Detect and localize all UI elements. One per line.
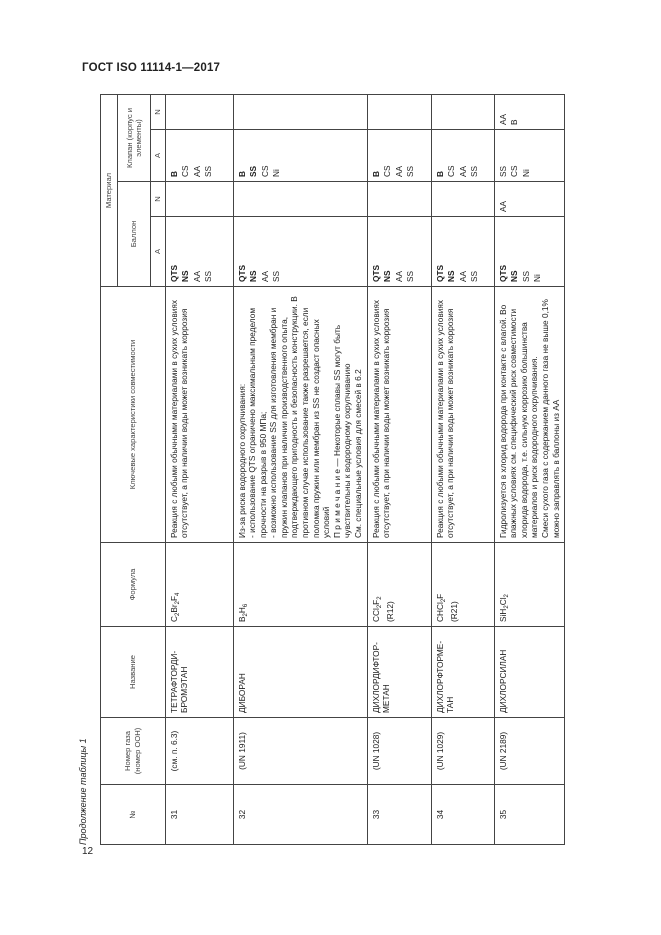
formula-element: F (168, 595, 179, 602)
cell-name: ДИХЛОРСИЛАН (494, 627, 565, 718)
cell-formula (494, 543, 565, 627)
cell-no: 35 (494, 785, 565, 845)
formula-subscript: 2 (440, 598, 447, 603)
cell-valve-n (494, 94, 565, 129)
formula-text (169, 593, 179, 622)
cell-formula (165, 543, 233, 627)
formula-text (498, 594, 508, 622)
material-code: AA (393, 270, 404, 282)
formula-element: CCl (370, 608, 381, 622)
note-paragraph: Реакция с любыми обычными материалами в сухих условиях отсутствует, а при наличии воды может возникать коррозия (434, 299, 456, 538)
material-code: AA (259, 270, 270, 282)
formula-element: F (434, 593, 445, 599)
material-code: Ni (271, 169, 282, 177)
formula-subscript: 2 (503, 605, 510, 609)
formula-refrigerant-code: (R12) (385, 601, 396, 622)
material-code: AA (457, 165, 468, 177)
material-code: SS (203, 165, 214, 177)
cell-un: (см. п. 6.3) (165, 718, 233, 785)
col-header-valve-n: N (151, 94, 166, 129)
cell-notes (233, 287, 367, 543)
col-header-no: № (101, 785, 166, 845)
cell-un: (UN 1029) (431, 718, 494, 785)
cell-cyl-a (431, 217, 494, 287)
table-row (233, 94, 367, 844)
cell-name: ДИХЛОРФТОРМЕ-ТАН (431, 627, 494, 718)
col-header-key: Ключевые характеристики совместимости (101, 287, 166, 543)
cell-valve-n (233, 94, 367, 129)
cell-notes (431, 287, 494, 543)
material-code: SS (248, 165, 259, 177)
cell-valve-a (233, 130, 367, 182)
formula-element: Br (168, 604, 179, 613)
col-header-name: Название (101, 627, 166, 718)
cell-cyl-a (165, 217, 233, 287)
cell-cyl-n (165, 182, 233, 217)
cell-valve-n (367, 94, 431, 129)
cell-valve-a (165, 130, 233, 182)
material-code: CS (259, 165, 270, 177)
formula-element: C (168, 616, 179, 622)
material-code: AA (393, 165, 404, 177)
material-code: AA (191, 270, 202, 282)
col-header-un: Номер газа (номер ООН) (101, 718, 166, 785)
formula-element: Cl (497, 597, 508, 606)
col-header-material: Материал (101, 94, 118, 286)
cell-no: 31 (165, 785, 233, 845)
material-code: B (370, 171, 381, 177)
cell-formula (431, 543, 494, 627)
material-code: SS (497, 165, 508, 177)
cell-notes (367, 287, 431, 543)
material-code: QTS (497, 264, 508, 282)
formula-subscript: 2 (242, 613, 249, 617)
formula-subscript: 2 (174, 612, 181, 616)
cell-cyl-n (233, 182, 367, 217)
cell-valve-a (431, 130, 494, 182)
material-code: CS (382, 165, 393, 177)
note-paragraph: - возможно использование SS для изготовления мембран и пружин клапанов при наличии производственного опыта, подтверждающего пригодность и безопасность конструкции. В противном случае использование также разрешается, если поломка пружин или мембран из SS не создаст опасных условий (268, 296, 332, 538)
material-code: SS (405, 270, 416, 282)
material-code: SS (203, 270, 214, 282)
formula-subscript: 2 (376, 596, 383, 600)
cell-un: (UN 1911) (233, 718, 367, 785)
cell-no: 34 (431, 785, 494, 845)
note-paragraph: Реакция с любыми обычными материалами в сухих условиях отсутствует, а при наличии воды может возникать коррозия (168, 299, 190, 538)
material-code: Ni (532, 274, 543, 282)
col-header-cyl-a: А (151, 217, 166, 287)
material-code: QTS (168, 264, 179, 282)
page-number: 12 (82, 846, 94, 857)
material-code: NS (446, 270, 457, 282)
note-paragraph: Из-за риска водородного охрупчивания: (236, 383, 247, 538)
formula-element: F (370, 599, 381, 605)
note-paragraph: П р и м е ч а н и е — Некоторые сплавы SS могут быть чувствительны к водородному охрупчиванию (331, 324, 353, 538)
cell-name: ДИХЛОРДИФТОР-МЕТАН (367, 627, 431, 718)
cell-un: (UN 2189) (494, 718, 565, 785)
material-code: SS (469, 165, 480, 177)
material-code: B (168, 171, 179, 177)
rotated-table-area (78, 95, 561, 845)
note-paragraph: Гидролизуется в хлорид водорода при контакте с влагой. Во влажных условиях см. специфический риск совместимости хлорида водорода, т.е. сильную коррозию большинства материалов и риск водородного охрупчивания. (497, 304, 540, 538)
material-code: SS (520, 270, 531, 282)
material-code: NS (180, 270, 191, 282)
formula-element: B (236, 616, 247, 622)
cell-cyl-n (431, 182, 494, 217)
cell-formula (233, 543, 367, 627)
col-header-cylinder: Баллон (118, 182, 151, 287)
col-header-cyl-n: N (151, 182, 166, 217)
formula-element: SiH (497, 608, 508, 622)
cell-name: ДИБОРАН (233, 627, 367, 718)
note-paragraph: Реакция с любыми обычными материалами в сухих условиях отсутствует, а при наличии воды может возникать коррозия (370, 299, 392, 538)
formula-subscript: 2 (503, 594, 510, 598)
formula-text (371, 596, 381, 622)
note-paragraph: Смеси сухого газа с содержанием данного газа не выше 0,1% можно заправлять в баллоны из АА (540, 299, 561, 538)
cell-cyl-a (494, 217, 565, 287)
cell-no: 33 (367, 785, 431, 845)
formula-subscript: 4 (174, 592, 181, 596)
cell-notes (494, 287, 565, 543)
standard-header: ГОСТ ISO 11114-1—2017 (82, 62, 221, 74)
cell-no: 32 (233, 785, 367, 845)
cell-un: (UN 1028) (367, 718, 431, 785)
formula-text (237, 604, 247, 622)
cell-valve-n (431, 94, 494, 129)
table-row (494, 94, 565, 844)
cell-cyl-a (233, 217, 367, 287)
material-code: B (434, 171, 445, 177)
cell-valve-a (367, 130, 431, 182)
material-code: AA (191, 165, 202, 177)
col-header-valve-a: А (151, 130, 166, 182)
material-code: Ni (520, 169, 531, 177)
formula-refrigerant-code: (R21) (449, 601, 460, 622)
cell-valve-n (165, 94, 233, 129)
cell-cyl-n (367, 182, 431, 217)
note-paragraph: См. специальные условия для смесей в 6.2 (353, 369, 364, 538)
col-header-valve: Клапан (корпус и элементы) (118, 94, 151, 181)
material-code: NS (509, 270, 520, 282)
table-row (165, 94, 233, 844)
material-code: NS (248, 270, 259, 282)
material-code: AA (457, 270, 468, 282)
material-code: SS (469, 270, 480, 282)
material-code: QTS (236, 264, 247, 282)
col-header-formula: Формула (101, 543, 166, 627)
material-code: QTS (434, 264, 445, 282)
material-code: QTS (370, 264, 381, 282)
cell-valve-a (494, 130, 565, 182)
material-code: AA (497, 200, 508, 212)
formula-subscript: 2 (174, 601, 181, 605)
material-code: CS (509, 165, 520, 177)
table-row (431, 94, 494, 844)
material-code: CS (180, 165, 191, 177)
cell-notes (165, 287, 233, 543)
formula-element: CHCl (434, 602, 445, 622)
material-code: B (236, 171, 247, 177)
material-code: CS (446, 165, 457, 177)
table-caption: Продолжение таблицы 1 (78, 738, 88, 845)
formula-subscript: 2 (376, 604, 383, 609)
formula-subscript: 6 (242, 603, 249, 608)
material-code: NS (382, 270, 393, 282)
cell-name: ТЕТРАФТОРДИ-БРОМЭТАН (165, 627, 233, 718)
cell-cyl-a (367, 217, 431, 287)
material-code: B (509, 119, 520, 125)
material-code: SS (271, 270, 282, 282)
formula-element: H (236, 607, 247, 614)
table-row (367, 94, 431, 844)
formula-text (435, 594, 445, 622)
compatibility-table (100, 94, 565, 845)
note-paragraph: - использование QTS ограничено максимальным пределом прочности на разрыв в 950 МПа; (247, 307, 268, 538)
material-code: AA (497, 113, 508, 125)
cell-formula (367, 543, 431, 627)
material-code: SS (405, 165, 416, 177)
cell-cyl-n (494, 182, 565, 217)
